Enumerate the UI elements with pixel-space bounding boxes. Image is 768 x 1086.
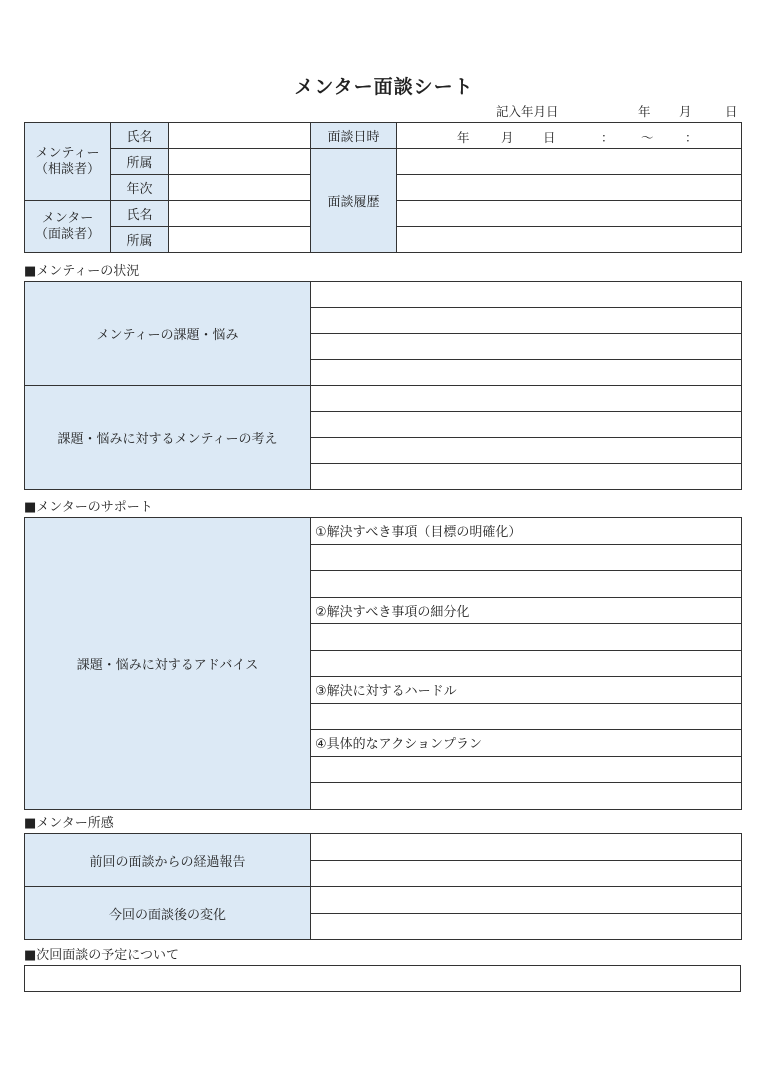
interview-datetime-field[interactable] (397, 123, 742, 149)
mentee-thoughts-line[interactable] (311, 386, 742, 412)
mentee-status-table (24, 281, 742, 490)
dt-tilde: ～ (641, 130, 654, 145)
page-title: メンター面談シート (294, 76, 474, 98)
support-item-3: ③解決に対するハードル (311, 677, 742, 704)
section-next-interview: ■次回面談の予定について (24, 948, 180, 963)
mentee-thoughts-line[interactable] (311, 412, 742, 438)
support-line[interactable] (311, 544, 742, 571)
support-item-4: ④具体的なアクションプラン (311, 730, 742, 757)
progress-report-line[interactable] (311, 860, 742, 887)
support-item-2: ②解決すべき事項の細分化 (311, 597, 742, 624)
mentor-support-table (24, 517, 742, 810)
section-mentee-status: ■メンティーの状況 (24, 264, 140, 279)
mentor-affiliation-field[interactable] (169, 227, 311, 253)
support-line[interactable] (311, 650, 742, 677)
interview-history-field-1[interactable] (397, 149, 742, 175)
section-mentor-impressions: ■メンター所感 (24, 816, 114, 831)
mentee-thoughts-line[interactable] (311, 438, 742, 464)
dt-year: 年 (457, 130, 470, 145)
mentee-issues-label: メンティーの課題・悩み (25, 282, 311, 386)
mentor-impressions-table (24, 833, 742, 940)
mentee-year-label: 年次 (111, 175, 169, 201)
interview-datetime-label: 面談日時 (311, 123, 397, 149)
interview-history-label: 面談履歴 (311, 149, 397, 253)
next-interview-field[interactable] (25, 966, 741, 992)
change-line[interactable] (311, 913, 742, 940)
mentor-label-cell (25, 201, 111, 253)
mentee-thoughts-line[interactable] (311, 464, 742, 490)
mentor-label: メンター (41, 210, 94, 226)
mentor-sub-label: （面談者） (34, 226, 100, 242)
mentor-name-field[interactable] (169, 201, 311, 227)
support-item-1: ①解決すべき事項（目標の明確化） (311, 518, 742, 545)
support-line[interactable] (311, 571, 742, 598)
change-line[interactable] (311, 887, 742, 914)
entry-date-month: 月 (679, 104, 692, 119)
dt-colon-2: ： (685, 130, 698, 145)
entry-date-day: 日 (725, 104, 738, 119)
advice-label: 課題・悩みに対するアドバイス (25, 518, 311, 810)
mentee-issues-line[interactable] (311, 308, 742, 334)
entry-date-year: 年 (638, 104, 651, 119)
mentee-name-label: 氏名 (111, 123, 169, 149)
mentor-affiliation-label: 所属 (111, 227, 169, 253)
mentee-label-cell (25, 123, 111, 201)
mentee-name-field[interactable] (169, 123, 311, 149)
progress-report-line[interactable] (311, 834, 742, 861)
dt-colon-1: ： (601, 130, 614, 145)
interview-history-field-2[interactable] (397, 175, 742, 201)
mentee-issues-line[interactable] (311, 282, 742, 308)
mentor-name-label: 氏名 (111, 201, 169, 227)
header-table (24, 122, 742, 253)
entry-date-label: 記入年月日 (496, 104, 559, 119)
mentee-thoughts-label: 課題・悩みに対するメンティーの考え (25, 386, 311, 490)
change-label: 今回の面談後の変化 (25, 887, 311, 940)
mentee-sub-label: （相談者） (34, 161, 100, 177)
mentee-label: メンティー (35, 145, 100, 161)
progress-report-label: 前回の面談からの経過報告 (25, 834, 311, 887)
interview-history-field-3[interactable] (397, 201, 742, 227)
mentee-issues-line[interactable] (311, 360, 742, 386)
interview-history-field-4[interactable] (397, 227, 742, 253)
entry-date (496, 102, 744, 118)
mentee-issues-line[interactable] (311, 334, 742, 360)
dt-month: 月 (501, 130, 514, 145)
next-interview-table (24, 965, 741, 992)
section-mentor-support: ■メンターのサポート (24, 500, 153, 515)
mentee-affiliation-label: 所属 (111, 149, 169, 175)
mentee-affiliation-field[interactable] (169, 149, 311, 175)
support-line[interactable] (311, 756, 742, 783)
support-line[interactable] (311, 783, 742, 810)
mentee-year-field[interactable] (169, 175, 311, 201)
support-line[interactable] (311, 624, 742, 651)
dt-day: 日 (543, 130, 556, 145)
support-line[interactable] (311, 703, 742, 730)
